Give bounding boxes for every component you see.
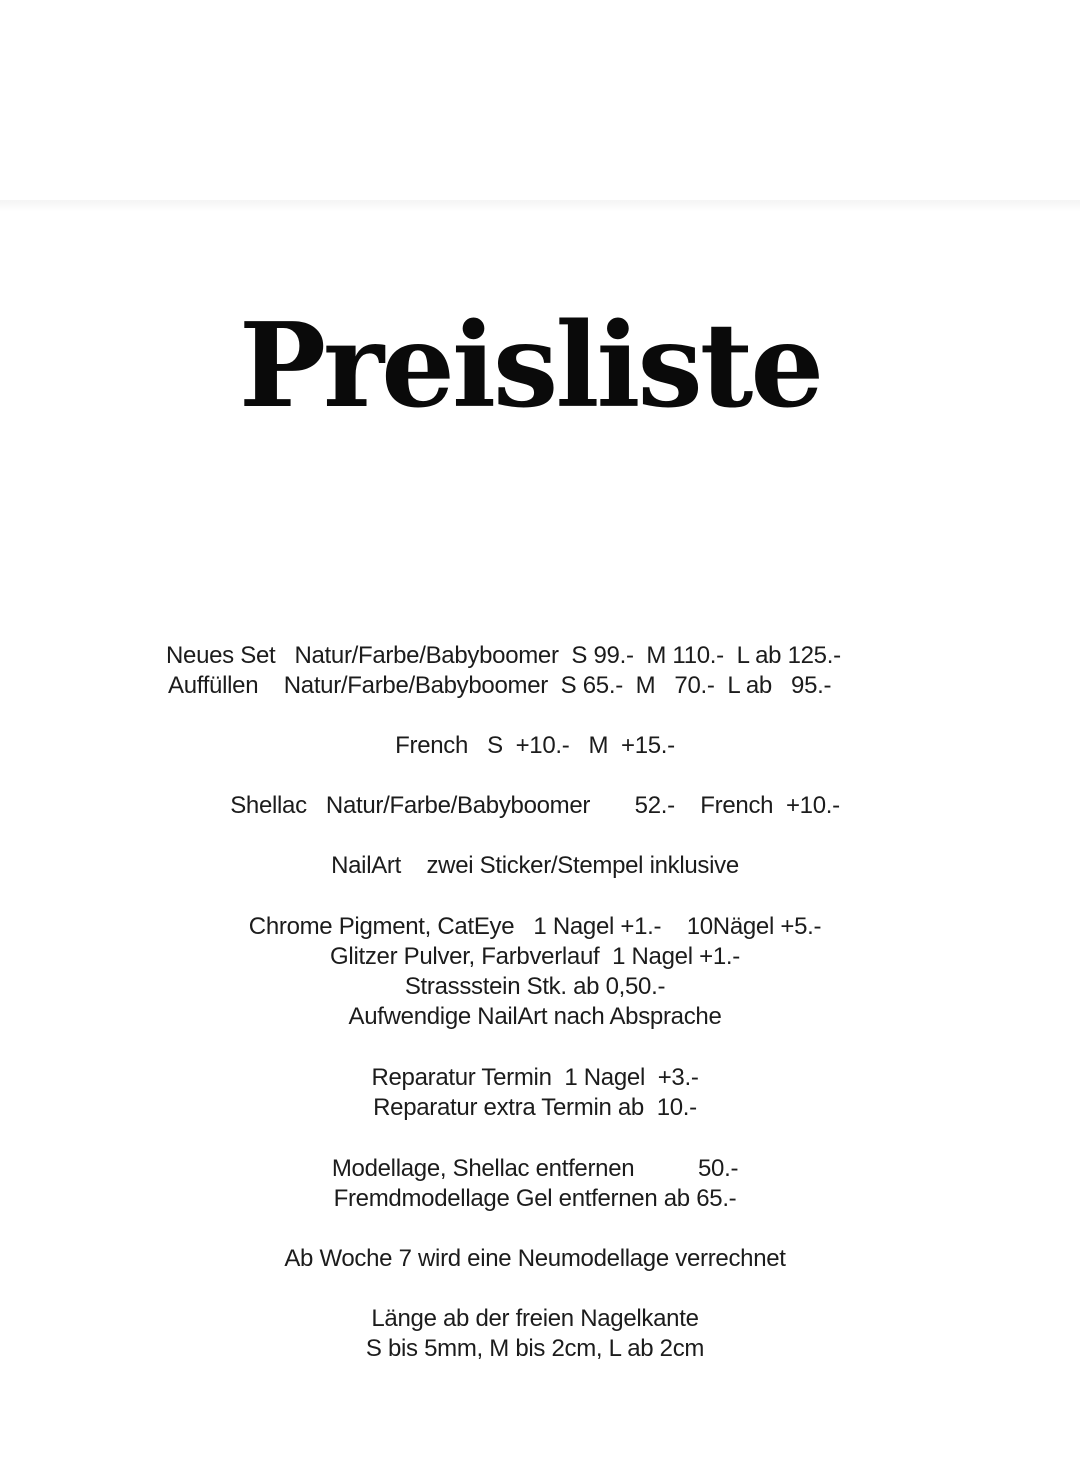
section-divider bbox=[0, 200, 1080, 212]
price-line-chrome: Chrome Pigment, CatEye 1 Nagel +1.- 10Nägel +5.- bbox=[248, 913, 822, 940]
price-line-fremdmodellage: Fremdmodellage Gel entfernen ab 65.- bbox=[333, 1185, 737, 1212]
note-neumodellage: Ab Woche 7 wird eine Neumodellage verrechnet bbox=[284, 1245, 786, 1272]
price-line-reparatur-extra: Reparatur extra Termin ab 10.- bbox=[373, 1094, 697, 1121]
price-line-modellage: Modellage, Shellac entfernen 50.- bbox=[331, 1155, 739, 1182]
note-laenge: Länge ab der freien Nagelkante bbox=[371, 1305, 699, 1332]
price-line-shellac: Shellac Natur/Farbe/Babyboomer 52.- French +10.- bbox=[230, 792, 840, 819]
price-line-glitzer: Glitzer Pulver, Farbverlauf 1 Nagel +1.- bbox=[330, 943, 740, 970]
top-blank-area bbox=[0, 0, 1080, 200]
price-line-auffuellen: Auffüllen Natur/Farbe/Babyboomer S 65.- M 70.- L ab 95.- bbox=[168, 672, 832, 699]
price-line-aufwendig: Aufwendige NailArt nach Absprache bbox=[348, 1003, 722, 1030]
price-line-reparatur: Reparatur Termin 1 Nagel +3.- bbox=[371, 1064, 699, 1091]
price-line-nailart: NailArt zwei Sticker/Stempel inklusive bbox=[331, 852, 739, 879]
page-title: Preisliste bbox=[238, 298, 822, 434]
note-groessen: S bis 5mm, M bis 2cm, L ab 2cm bbox=[365, 1335, 705, 1362]
price-line-french: French S +10.- M +15.- bbox=[395, 732, 675, 759]
price-line-strass: Strassstein Stk. ab 0,50.- bbox=[404, 973, 666, 1000]
price-line-neues-set: Neues Set Natur/Farbe/Babyboomer S 99.- M 110.- L ab 125.- bbox=[166, 642, 841, 669]
